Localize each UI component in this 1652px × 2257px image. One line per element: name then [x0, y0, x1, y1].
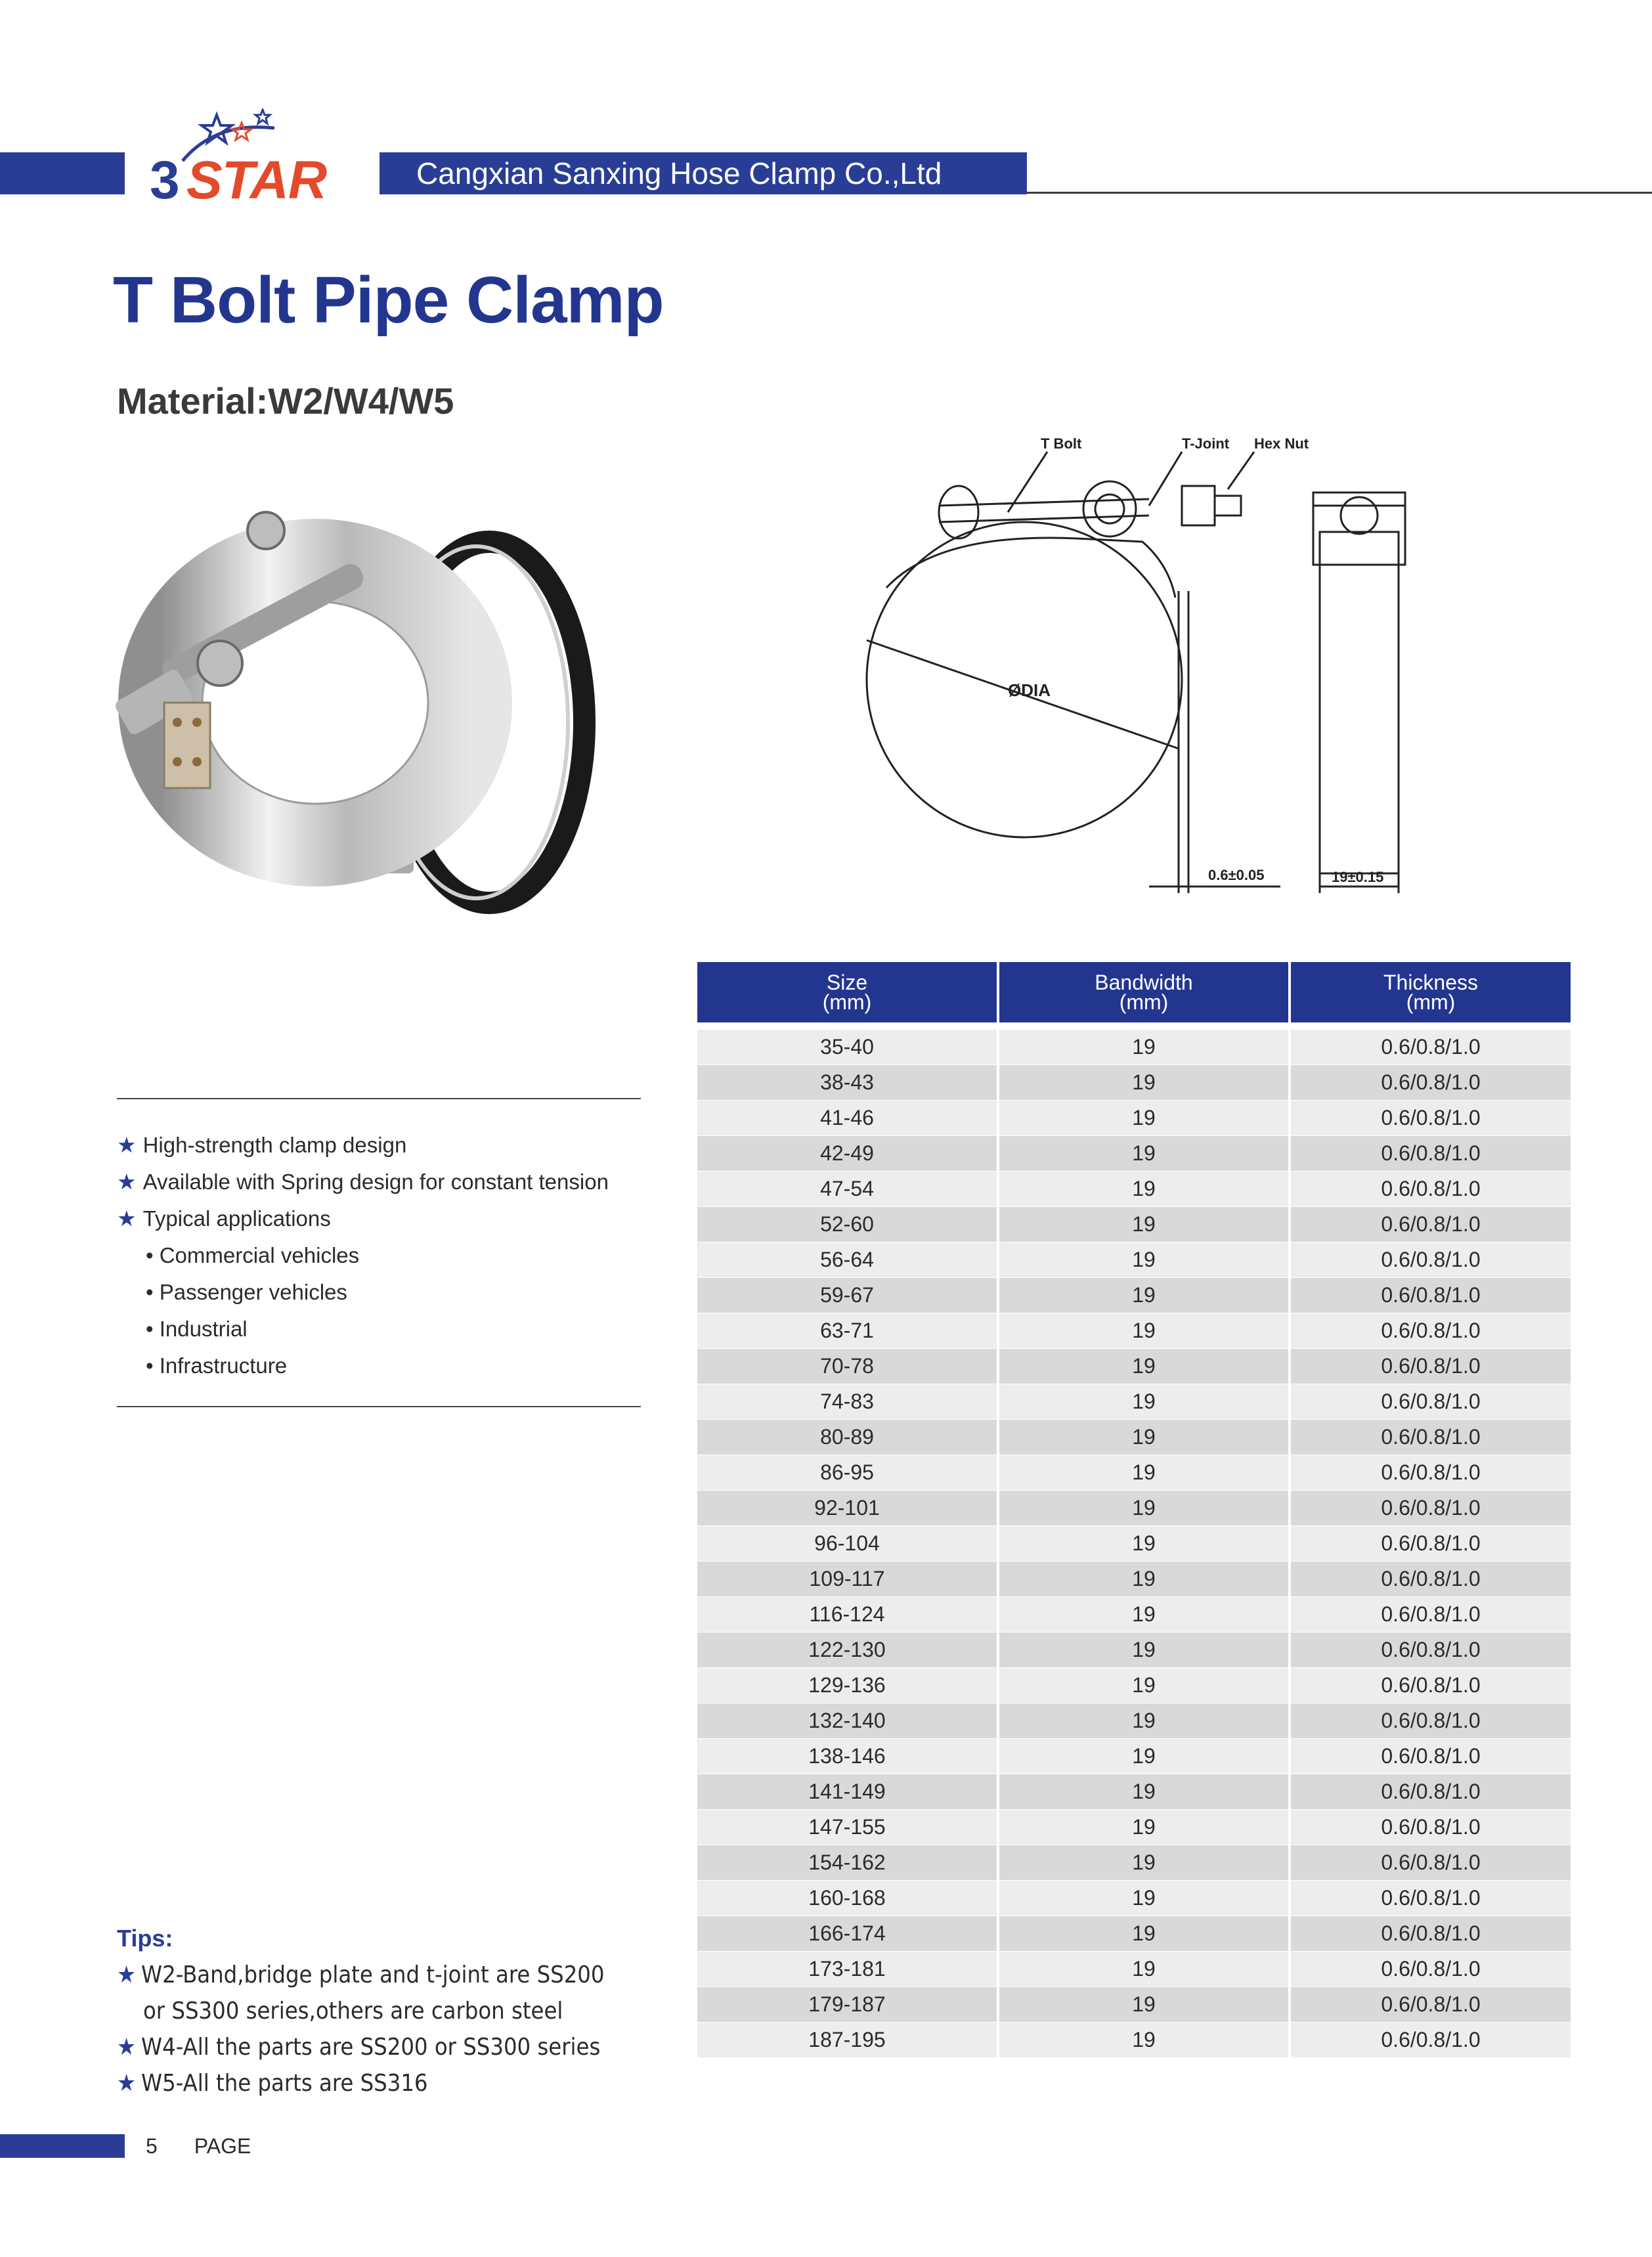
table-row: [697, 1738, 1571, 1774]
technical-drawing: [860, 433, 1438, 906]
page-label: PAGE: [194, 2134, 251, 2158]
size-cell: 179-187: [697, 1986, 997, 2022]
bandwidth-cell: 19: [999, 1135, 1288, 1171]
size-cell: 116-124: [697, 1596, 997, 1632]
feature-item: ★ High-strength clamp design: [117, 1133, 407, 1157]
thickness-cell: 0.6/0.8/1.0: [1291, 1490, 1571, 1525]
size-cell: 41-46: [697, 1100, 997, 1135]
diameter-label: ØDIA: [1008, 680, 1051, 700]
column-header-bandwidth: Bandwidth (mm): [999, 962, 1288, 1022]
bandwidth-cell: 19: [999, 1951, 1288, 1986]
bandwidth-cell: 19: [999, 1348, 1288, 1384]
table-row: [697, 1667, 1571, 1703]
tip-item-continuation: or SS300 series,others are carbon steel: [143, 1998, 563, 2025]
bandwidth-cell: 19: [999, 1277, 1288, 1313]
size-cell: 187-195: [697, 2022, 997, 2057]
size-cell: 129-136: [697, 1667, 997, 1703]
thickness-cell: 0.6/0.8/1.0: [1291, 1313, 1571, 1348]
application-item: • Industrial: [146, 1317, 248, 1341]
star-icon: ★: [117, 2034, 137, 2061]
table-row: [697, 1206, 1571, 1242]
hexnut-label: Hex Nut: [1254, 435, 1309, 452]
logo-number: 3: [150, 150, 179, 210]
bandwidth-cell: 19: [999, 1419, 1288, 1455]
size-cell: 42-49: [697, 1135, 997, 1171]
table-row: [697, 1064, 1571, 1100]
thickness-cell: 0.6/0.8/1.0: [1291, 1525, 1571, 1561]
thickness-cell: 0.6/0.8/1.0: [1291, 1455, 1571, 1490]
size-cell: 132-140: [697, 1703, 997, 1738]
thickness-cell: 0.6/0.8/1.0: [1291, 1667, 1571, 1703]
company-logo: [137, 108, 360, 210]
tbolt-label: T Bolt: [1041, 435, 1082, 452]
thickness-cell: 0.6/0.8/1.0: [1291, 1809, 1571, 1845]
size-cell: 80-89: [697, 1419, 997, 1455]
bandwidth-cell: 19: [999, 1738, 1288, 1774]
table-row: [697, 1809, 1571, 1845]
width-dimension: 19±0.15: [1332, 869, 1384, 885]
bandwidth-cell: 19: [999, 1171, 1288, 1206]
feature-item: ★ Typical applications: [117, 1206, 331, 1231]
table-row: [697, 1384, 1571, 1419]
bandwidth-cell: 19: [999, 1384, 1288, 1419]
bandwidth-cell: 19: [999, 1703, 1288, 1738]
material-subtitle: Material:W2/W4/W5: [117, 380, 454, 422]
table-row: [697, 1845, 1571, 1880]
thickness-cell: 0.6/0.8/1.0: [1291, 1951, 1571, 1986]
size-cell: 52-60: [697, 1206, 997, 1242]
thickness-cell: 0.6/0.8/1.0: [1291, 1561, 1571, 1596]
application-item: • Infrastructure: [146, 1353, 288, 1378]
thickness-cell: 0.6/0.8/1.0: [1291, 1880, 1571, 1916]
size-cell: 59-67: [697, 1277, 997, 1313]
size-cell: 96-104: [697, 1525, 997, 1561]
table-row: [697, 1561, 1571, 1596]
thickness-cell: 0.6/0.8/1.0: [1291, 1703, 1571, 1738]
thickness-cell: 0.6/0.8/1.0: [1291, 2022, 1571, 2057]
star-icon: ★: [117, 1170, 137, 1194]
column-header-thickness: Thickness (mm): [1291, 962, 1571, 1022]
tip-item: ★ W4-All the parts are SS200 or SS300 series: [117, 2034, 601, 2061]
tip-item: ★ W2-Band,bridge plate and t-joint are SS200: [117, 1961, 605, 1988]
table-row: [697, 1171, 1571, 1206]
logo-wordmark: STAR: [186, 150, 327, 210]
thickness-cell: 0.6/0.8/1.0: [1291, 1596, 1571, 1632]
star-icon: ★: [117, 1206, 137, 1231]
page-footer: [146, 2133, 288, 2159]
thickness-dimension: 0.6±0.05: [1208, 867, 1265, 883]
table-row: [697, 1916, 1571, 1951]
bandwidth-cell: 19: [999, 1313, 1288, 1348]
tips-section: [117, 1920, 708, 2101]
size-cell: 141-149: [697, 1774, 997, 1809]
table-row: [697, 1632, 1571, 1667]
bandwidth-cell: 19: [999, 1242, 1288, 1277]
size-cell: 86-95: [697, 1455, 997, 1490]
thickness-cell: 0.6/0.8/1.0: [1291, 1064, 1571, 1100]
table-row: [697, 1986, 1571, 2022]
bandwidth-cell: 19: [999, 1029, 1288, 1064]
page-title: T Bolt Pipe Clamp: [113, 263, 664, 337]
size-cell: 47-54: [697, 1171, 997, 1206]
table-row: [697, 1029, 1571, 1064]
footer-accent-bar: [0, 2134, 125, 2158]
thickness-cell: 0.6/0.8/1.0: [1291, 1916, 1571, 1951]
features-bottom-rule: [117, 1406, 641, 1407]
table-row: [697, 1135, 1571, 1171]
tjoint-label: T-Joint: [1182, 435, 1230, 452]
size-cell: 166-174: [697, 1916, 997, 1951]
feature-list: [117, 1127, 642, 1384]
size-cell: 122-130: [697, 1632, 997, 1667]
thickness-cell: 0.6/0.8/1.0: [1291, 1348, 1571, 1384]
column-header-size: Size (mm): [697, 962, 997, 1022]
application-item: • Commercial vehicles: [146, 1243, 360, 1267]
thickness-cell: 0.6/0.8/1.0: [1291, 1632, 1571, 1667]
thickness-cell: 0.6/0.8/1.0: [1291, 1774, 1571, 1809]
table-row: [697, 1596, 1571, 1632]
size-cell: 154-162: [697, 1845, 997, 1880]
table-row: [697, 1277, 1571, 1313]
size-cell: 63-71: [697, 1313, 997, 1348]
size-cell: 38-43: [697, 1064, 997, 1100]
bandwidth-cell: 19: [999, 1880, 1288, 1916]
bandwidth-cell: 19: [999, 1809, 1288, 1845]
bandwidth-cell: 19: [999, 1667, 1288, 1703]
header-accent-bar: [0, 152, 125, 194]
bandwidth-cell: 19: [999, 1596, 1288, 1632]
features-top-rule: [117, 1098, 641, 1099]
bandwidth-cell: 19: [999, 1632, 1288, 1667]
header-rule: [1027, 192, 1652, 194]
size-cell: 35-40: [697, 1029, 997, 1064]
table-row: [697, 1100, 1571, 1135]
tips-title: Tips:: [117, 1925, 173, 1952]
table-row: [697, 1419, 1571, 1455]
size-cell: 109-117: [697, 1561, 997, 1596]
size-cell: 92-101: [697, 1490, 997, 1525]
thickness-cell: 0.6/0.8/1.0: [1291, 1100, 1571, 1135]
star-icon: ★: [117, 1133, 137, 1157]
company-name-band: Cangxian Sanxing Hose Clamp Co.,Ltd: [380, 152, 1027, 194]
thickness-cell: 0.6/0.8/1.0: [1291, 1986, 1571, 2022]
spec-table: [695, 962, 1573, 2057]
thickness-cell: 0.6/0.8/1.0: [1291, 1738, 1571, 1774]
feature-item: ★ Available with Spring design for constant tension: [117, 1170, 609, 1194]
table-row: [697, 1774, 1571, 1809]
table-row: [697, 1348, 1571, 1384]
table-row: [697, 1313, 1571, 1348]
table-row: [697, 1525, 1571, 1561]
application-item: • Passenger vehicles: [146, 1280, 347, 1304]
bandwidth-cell: 19: [999, 1525, 1288, 1561]
table-row: [697, 1242, 1571, 1277]
thickness-cell: 0.6/0.8/1.0: [1291, 1845, 1571, 1880]
table-header-row: [697, 962, 1571, 1022]
thickness-cell: 0.6/0.8/1.0: [1291, 1384, 1571, 1419]
tip-item: ★ W5-All the parts are SS316: [117, 2070, 428, 2097]
bandwidth-cell: 19: [999, 1916, 1288, 1951]
bandwidth-cell: 19: [999, 1845, 1288, 1880]
page-number: 5: [146, 2134, 158, 2158]
thickness-cell: 0.6/0.8/1.0: [1291, 1419, 1571, 1455]
thickness-cell: 0.6/0.8/1.0: [1291, 1242, 1571, 1277]
size-cell: 70-78: [697, 1348, 997, 1384]
table-row: [697, 2022, 1571, 2057]
bandwidth-cell: 19: [999, 1774, 1288, 1809]
table-row: [697, 1455, 1571, 1490]
size-cell: 173-181: [697, 1951, 997, 1986]
bandwidth-cell: 19: [999, 1455, 1288, 1490]
bandwidth-cell: 19: [999, 1490, 1288, 1525]
size-cell: 147-155: [697, 1809, 997, 1845]
bandwidth-cell: 19: [999, 1100, 1288, 1135]
size-cell: 138-146: [697, 1738, 997, 1774]
thickness-cell: 0.6/0.8/1.0: [1291, 1206, 1571, 1242]
table-row: [697, 1490, 1571, 1525]
product-photo: [98, 486, 624, 946]
bandwidth-cell: 19: [999, 1986, 1288, 2022]
bandwidth-cell: 19: [999, 1206, 1288, 1242]
thickness-cell: 0.6/0.8/1.0: [1291, 1277, 1571, 1313]
table-row: [697, 1951, 1571, 1986]
thickness-cell: 0.6/0.8/1.0: [1291, 1135, 1571, 1171]
star-icon: ★: [117, 1961, 137, 1988]
thickness-cell: 0.6/0.8/1.0: [1291, 1029, 1571, 1064]
table-row: [697, 1880, 1571, 1916]
thickness-cell: 0.6/0.8/1.0: [1291, 1171, 1571, 1206]
size-cell: 74-83: [697, 1384, 997, 1419]
bandwidth-cell: 19: [999, 1561, 1288, 1596]
bandwidth-cell: 19: [999, 1064, 1288, 1100]
size-cell: 56-64: [697, 1242, 997, 1277]
star-icon: ★: [117, 2070, 137, 2097]
bandwidth-cell: 19: [999, 2022, 1288, 2057]
table-row: [697, 1703, 1571, 1738]
size-cell: 160-168: [697, 1880, 997, 1916]
